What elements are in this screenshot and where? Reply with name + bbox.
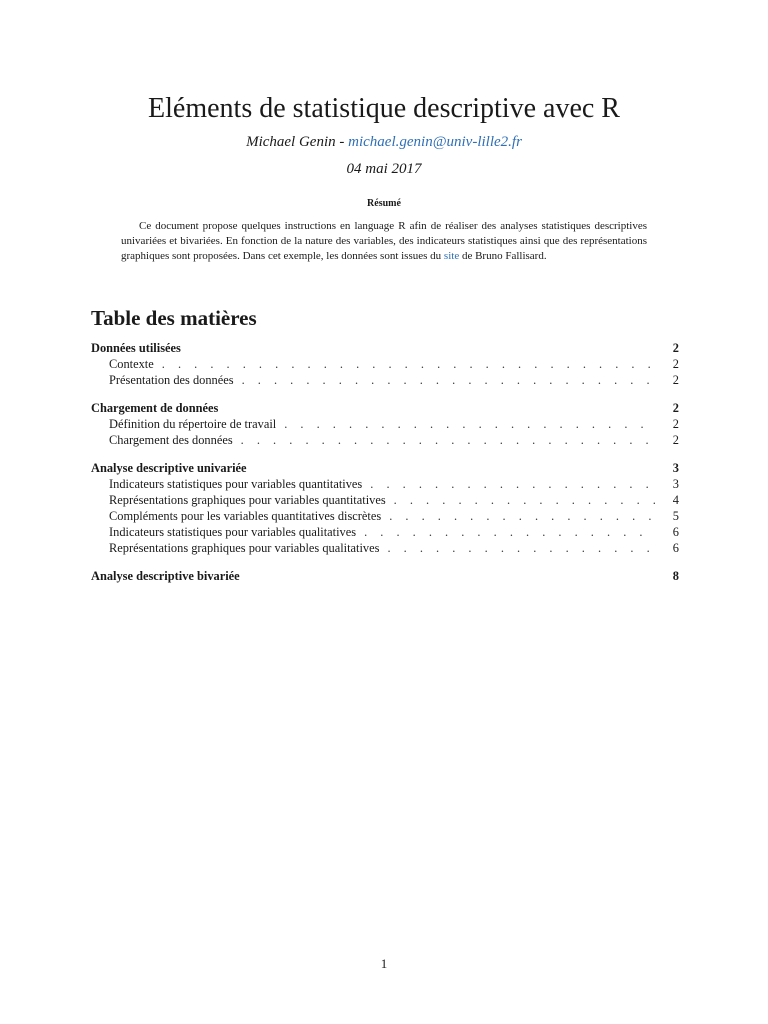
author-line (0, 132, 768, 152)
toc-subsection-page: 2 (672, 357, 679, 371)
toc-section (91, 460, 679, 556)
toc-leader-dots (387, 540, 655, 556)
author-separator: - (335, 134, 349, 150)
toc-subsection-title: Indicateurs statistiques pour variables quantitatives (109, 477, 363, 491)
site-link[interactable]: site (443, 250, 460, 262)
toc-subsection-page: 2 (672, 417, 679, 431)
toc-section-title: Analyse descriptive bivariée (91, 569, 240, 583)
toc-subsection-entry[interactable] (91, 416, 679, 432)
toc-leader-dots (284, 416, 655, 432)
toc-subsection-title: Indicateurs statistiques pour variables qualitatives (109, 525, 357, 539)
toc-subsection-entry[interactable] (91, 508, 679, 524)
toc-leader-dots (162, 356, 655, 372)
toc-section-page: 2 (672, 401, 679, 415)
abstract-text-before-link: Ce document propose quelques instructions en language R afin de réaliser des analyses statistiques descriptives univariées et bivariées. En fonction de la nature des variables, des indicateurs statistiques ainsi que des représentations graphiques sont proposées. Dans cet exemple, les données sont issues du (121, 220, 647, 262)
toc-section-entry[interactable] (91, 340, 679, 356)
toc-subsection-title: Compléments pour les variables quantitatives discrètes (109, 509, 382, 523)
toc-section-title: Chargement de données (91, 401, 219, 415)
author-email-link[interactable]: michael.genin@univ-lille2.fr (348, 134, 522, 150)
toc-subsection-title: Chargement des données (109, 433, 233, 447)
toc-section-title: Analyse descriptive univariée (91, 461, 247, 475)
toc-section-entry[interactable] (91, 568, 679, 584)
toc-leader-dots (241, 432, 655, 448)
table-of-contents (91, 340, 679, 596)
page-number: 1 (380, 956, 388, 971)
toc-subsection-entry[interactable] (91, 356, 679, 372)
toc-section (91, 400, 679, 448)
abstract-heading: Résumé (367, 198, 401, 209)
toc-leader-dots (364, 524, 655, 540)
toc-section-title: Données utilisées (91, 341, 181, 355)
toc-section-page: 8 (672, 569, 679, 583)
toc-subsection-title: Présentation des données (109, 373, 234, 387)
toc-subsection-entry[interactable] (91, 476, 679, 492)
toc-subsection-page: 4 (672, 493, 679, 507)
toc-leader-dots (370, 476, 655, 492)
toc-subsection-entry[interactable] (91, 492, 679, 508)
toc-subsection-page: 2 (672, 433, 679, 447)
toc-subsection-title: Définition du répertoire de travail (109, 417, 277, 431)
toc-subsection-title: Contexte (109, 357, 154, 371)
abstract-text-after-link: de Bruno Fallisard. (459, 250, 547, 262)
toc-subsection-page: 5 (672, 509, 679, 523)
toc-subsection-page: 3 (672, 477, 679, 491)
abstract-text (121, 219, 647, 264)
toc-leader-dots (394, 492, 655, 508)
toc-subsection-entry[interactable] (91, 524, 679, 540)
toc-leader-dots (389, 508, 655, 524)
toc-section-entry[interactable] (91, 400, 679, 416)
toc-subsection-page: 6 (672, 541, 679, 555)
toc-section (91, 340, 679, 388)
author-name: Michael Genin (246, 134, 336, 150)
toc-section (91, 568, 679, 584)
toc-section-entry[interactable] (91, 460, 679, 476)
toc-subsection-title: Représentations graphiques pour variables qualitatives (109, 541, 380, 555)
toc-section-page: 3 (672, 461, 679, 475)
toc-section-page: 2 (672, 341, 679, 355)
document-title: Eléments de statistique descriptive avec R (148, 93, 620, 124)
toc-heading: Table des matières (91, 306, 257, 330)
toc-subsection-entry[interactable] (91, 432, 679, 448)
toc-subsection-title: Représentations graphiques pour variables quantitatives (109, 493, 386, 507)
toc-subsection-entry[interactable] (91, 540, 679, 556)
toc-subsection-page: 2 (672, 373, 679, 387)
toc-leader-dots (242, 372, 655, 388)
toc-subsection-page: 6 (672, 525, 679, 539)
document-date: 04 mai 2017 (346, 161, 422, 177)
toc-subsection-entry[interactable] (91, 372, 679, 388)
